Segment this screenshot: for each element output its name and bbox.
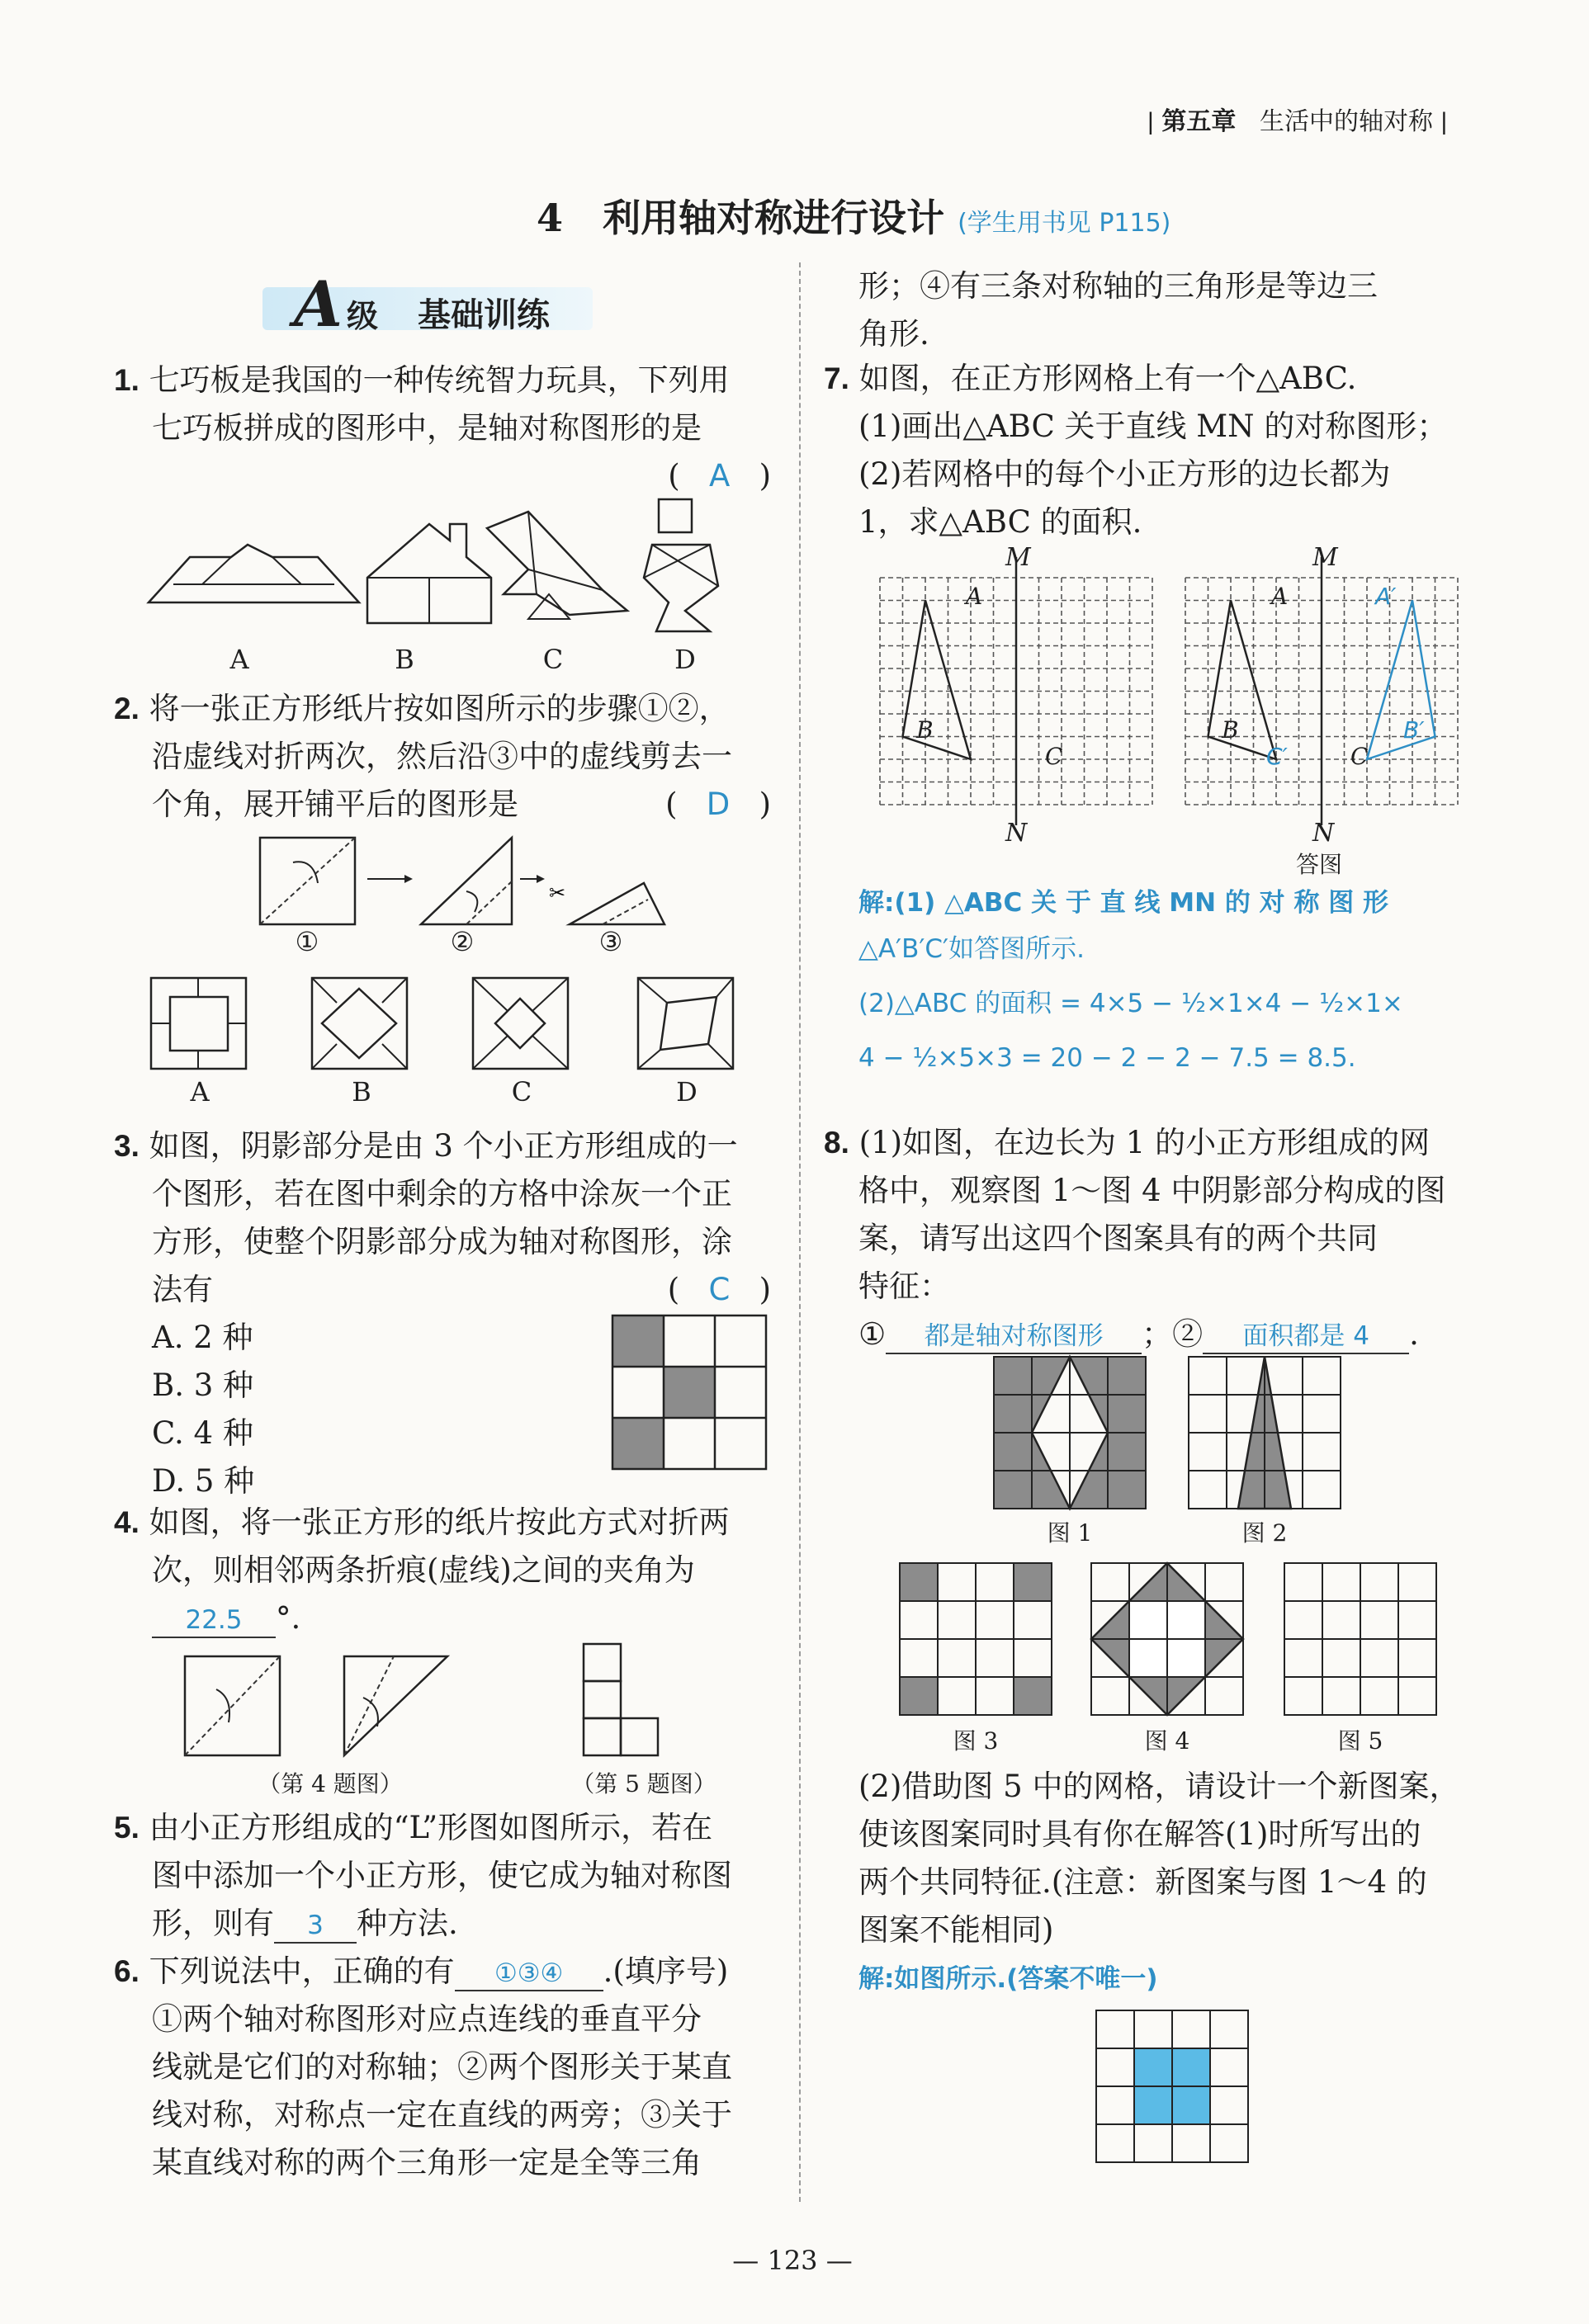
- q8-line4: 特征：: [858, 1268, 950, 1304]
- q5-line1: 由小正方形组成的“L”形图如图所示，若在: [149, 1810, 713, 1845]
- q5-line3b: 种方法.: [357, 1906, 458, 1941]
- q2-line2: 沿虚线对折两次，然后沿③中的虚线剪去一: [152, 739, 732, 774]
- q6-line7: 角形.: [858, 316, 929, 352]
- q8-caption-1: 图 1: [1047, 1519, 1093, 1547]
- q1-label-d: D: [674, 644, 696, 675]
- q8-solution-figure: [1096, 2010, 1248, 2162]
- q3-number: 3.: [114, 1129, 140, 1163]
- q8-caption-5: 图 5: [1337, 1727, 1383, 1755]
- tangram-figure-head: [659, 499, 692, 532]
- q6-line1b: .(填序号): [603, 1953, 729, 1989]
- q3-option-c: C. 4 种: [152, 1415, 253, 1451]
- question-2: [114, 685, 774, 829]
- q5-line2: 图中添加一个小正方形，使它成为轴对称图: [152, 1858, 732, 1893]
- section-name: 基础训练: [418, 295, 550, 334]
- page-title: [537, 188, 1170, 243]
- q7-label-c-left: C: [1045, 743, 1063, 770]
- q6-line5: 某直线对称的两个三角形一定是全等三角: [152, 2145, 702, 2180]
- q1-number: 1.: [114, 363, 140, 397]
- chapter-title: 生活中的轴对称: [1259, 107, 1433, 136]
- q1-label-b: B: [395, 644, 414, 675]
- q8-figure-3: [900, 1563, 1052, 1715]
- triangle-abc: [903, 601, 972, 760]
- q7-number: 7.: [824, 361, 849, 395]
- q3-line2: 个图形，若在图中剩余的方格中涂灰一个正: [152, 1176, 732, 1212]
- q7-line1: 如图，在正方形网格上有一个△ABC.: [858, 361, 1357, 396]
- q1-label-a: A: [229, 644, 249, 675]
- q2-label-a: A: [190, 1076, 210, 1108]
- q7-label-n-right: N: [1312, 819, 1335, 848]
- q3-line4-row: 法有 ( C ): [152, 1272, 771, 1307]
- q8-solution: 解:如图所示.(答案不唯一): [858, 1964, 1158, 1994]
- page-number: — 123 —: [732, 2245, 853, 2276]
- q8-figure-4: [1091, 1563, 1243, 1715]
- question-4: [114, 1499, 774, 1642]
- q5-caption: （第 5 题图）: [571, 1770, 716, 1797]
- q2-label-b: B: [352, 1076, 371, 1108]
- q7-label-n-left: N: [1005, 819, 1028, 848]
- q1-answer-box: ( A ): [668, 458, 771, 494]
- q8-answer-1: 都是轴对称图形: [886, 1320, 1142, 1354]
- chapter-label: 第五章: [1161, 107, 1237, 136]
- q7-sol-line2: △A′B′C′如答图所示.: [858, 934, 1085, 964]
- q2-line1: 将一张正方形纸片按如图所示的步骤①②，: [149, 691, 730, 726]
- tangram-figure-body: [644, 545, 718, 631]
- svg-text:✂: ✂: [549, 881, 566, 905]
- q6-line4: 线对称，对称点一定在直线的两旁；③关于: [152, 2097, 732, 2133]
- q7-sol-line1: 解:(1) △ABC 关 于 直 线 MN 的 对 称 图 形: [858, 888, 1389, 918]
- q7-figure-caption: 答图: [1296, 851, 1343, 878]
- q2-fold-steps: [256, 834, 669, 933]
- q8-end: .: [1409, 1316, 1419, 1352]
- q8-p2-line1: (2)借助图 5 中的网格，请设计一个新图案，: [858, 1769, 1460, 1804]
- q2-number: 2.: [114, 692, 140, 725]
- q6-line3: 线就是它们的对称轴；②两个图形关于某直: [152, 2049, 732, 2085]
- q1-tangram-figures: [140, 495, 768, 644]
- q8-figure-5: [1284, 1563, 1436, 1715]
- q7-label-c-right: C: [1350, 743, 1369, 770]
- section-header: [262, 267, 609, 341]
- q7-label-b1: B′: [1403, 716, 1425, 744]
- tangram-boat: [149, 545, 359, 602]
- q5-number: 5.: [114, 1811, 140, 1845]
- q8-caption-3: 图 3: [953, 1727, 999, 1755]
- q3-option-d: D. 5 种: [152, 1463, 255, 1499]
- q7-sol-line4: 4 − ½×5×3 = 20 − 2 − 2 − 7.5 = 8.5.: [858, 1043, 1356, 1073]
- q1-line2: 七巧板拼成的图形中，是轴对称图形的是: [152, 410, 702, 446]
- q6-line2: ①两个轴对称图形对应点连线的垂直平分: [152, 2001, 702, 2037]
- q4-caption: （第 4 题图）: [258, 1770, 403, 1797]
- title-ref: (学生用书见 P115): [958, 209, 1171, 238]
- q7-label-a-right: A: [1271, 583, 1289, 610]
- q1-label-c: C: [542, 644, 564, 675]
- question-7: [824, 355, 1484, 546]
- q2-line3-row: 个角，展开铺平后的图形是 ( D ): [152, 786, 771, 822]
- question-5: [114, 1804, 774, 1948]
- q7-label-a-left: A: [966, 583, 983, 610]
- q5-line3: [114, 1900, 774, 1948]
- q4-number: 4.: [114, 1505, 140, 1539]
- q8-caption-4: 图 4: [1144, 1727, 1190, 1755]
- title-text: 利用轴对称进行设计: [603, 196, 945, 240]
- q5-answer: 3: [274, 1909, 357, 1944]
- q3-answer: C: [708, 1272, 731, 1307]
- q3-line4: 法有: [152, 1272, 213, 1307]
- q8-line3: 案，请写出这四个图案具有的两个共同: [858, 1221, 1378, 1256]
- q8-line2: 格中，观察图 1～图 4 中阴影部分构成的图: [858, 1173, 1446, 1208]
- q7-line4: 1，求△ABC 的面积.: [858, 504, 1142, 540]
- q4-answer: 22.5: [152, 1604, 276, 1638]
- q7-label-c1: C′: [1266, 743, 1288, 770]
- q4-line3: [114, 1594, 774, 1642]
- q3-option-a: A. 2 种: [152, 1320, 253, 1355]
- q7-label-b-left: B: [916, 716, 934, 744]
- q7-line3: (2)若网格中的每个小正方形的边长都为: [858, 456, 1391, 492]
- q2-option-figures: [147, 974, 741, 1073]
- q5-l-shape: [582, 1642, 681, 1766]
- q8-figure-1: [994, 1357, 1146, 1509]
- q1-line1: 七巧板是我国的一种传统智力玩具，下列用: [149, 362, 730, 398]
- column-divider: [799, 262, 801, 2202]
- q7-sol-line3: (2)△ABC 的面积 = 4×5 − ½×1×4 − ½×1×: [858, 989, 1403, 1018]
- q8-answer-line: [824, 1311, 1484, 1358]
- q3-line1: 如图，阴影部分是由 3 个小正方形组成的一: [149, 1128, 738, 1164]
- q8-caption-2: 图 2: [1241, 1519, 1288, 1547]
- q4-line1: 如图，将一张正方形的纸片按此方式对折两: [149, 1504, 730, 1540]
- q5-line3a: 形，则有: [152, 1906, 274, 1941]
- triangle-abc: [1208, 601, 1277, 760]
- q1-answer: A: [708, 458, 731, 494]
- q7-label-m-right: M: [1312, 543, 1338, 572]
- q2-line3: 个角，展开铺平后的图形是: [152, 786, 518, 822]
- level-suffix: 级: [347, 297, 379, 334]
- q8-mark1: ①: [858, 1316, 887, 1352]
- q6-answer: ①③④: [455, 1957, 603, 1991]
- q8-p2-line3: 两个共同特征.(注意：新图案与图 1～4 的: [858, 1864, 1427, 1900]
- q2-step-3: ③: [598, 926, 623, 957]
- q4-fold-figure: [183, 1652, 456, 1760]
- q8-p2-line2: 使该图案同时具有你在解答(1)时所写出的: [858, 1816, 1421, 1852]
- question-8: [824, 1119, 1484, 1358]
- q8-line1: (1)如图，在边长为 1 的小正方形组成的网: [858, 1125, 1431, 1160]
- q8-number: 8.: [824, 1126, 849, 1160]
- q7-line2: (1)画出△ABC 关于直线 MN 的对称图形；: [858, 409, 1448, 444]
- q3-option-b: B. 3 种: [152, 1367, 254, 1403]
- q7-grid-answer: [1185, 578, 1458, 805]
- title-number: 4: [537, 196, 564, 240]
- q8-p2-line4: 图案不能相同): [858, 1912, 1054, 1948]
- q3-line3: 方形，使整个阴影部分成为轴对称图形，涂: [152, 1224, 732, 1259]
- q2-label-d: D: [676, 1076, 698, 1108]
- q4-unit: °.: [276, 1600, 301, 1636]
- question-6: [114, 1948, 774, 2187]
- q2-step-2: ②: [450, 926, 475, 957]
- q7-solution: [858, 880, 1494, 1081]
- q7-grid-original: [880, 578, 1152, 805]
- q2-step-1: ①: [295, 926, 319, 957]
- q7-label-m-left: M: [1005, 543, 1031, 572]
- q6-line6: 形；④有三条对称轴的三角形是等边三: [858, 268, 1378, 304]
- tangram-bird: [487, 512, 627, 615]
- q7-label-b-right: B: [1222, 716, 1239, 744]
- q6-number: 6.: [114, 1954, 140, 1988]
- q3-shaded-grid: [612, 1316, 766, 1469]
- running-header: | 第五章 生活中的轴对称 |: [1147, 107, 1448, 136]
- q6-line1a: 下列说法中，正确的有: [149, 1953, 455, 1989]
- q8-figure-2: [1189, 1357, 1341, 1509]
- q8-answer-2: 面积都是 4: [1203, 1320, 1409, 1354]
- question-6-continued: [858, 262, 1486, 358]
- q4-line2: 次，则相邻两条折痕(虚线)之间的夹角为: [152, 1552, 695, 1588]
- question-8-part-2: [858, 1763, 1494, 1954]
- q2-label-c: C: [511, 1076, 532, 1108]
- q8-mark2: ；②: [1142, 1316, 1204, 1352]
- q2-answer: D: [706, 786, 731, 822]
- question-1: [114, 357, 774, 500]
- triangle-abc-reflected: [1367, 601, 1435, 760]
- q7-label-a1: A′: [1375, 583, 1397, 610]
- level-letter: A: [294, 267, 343, 341]
